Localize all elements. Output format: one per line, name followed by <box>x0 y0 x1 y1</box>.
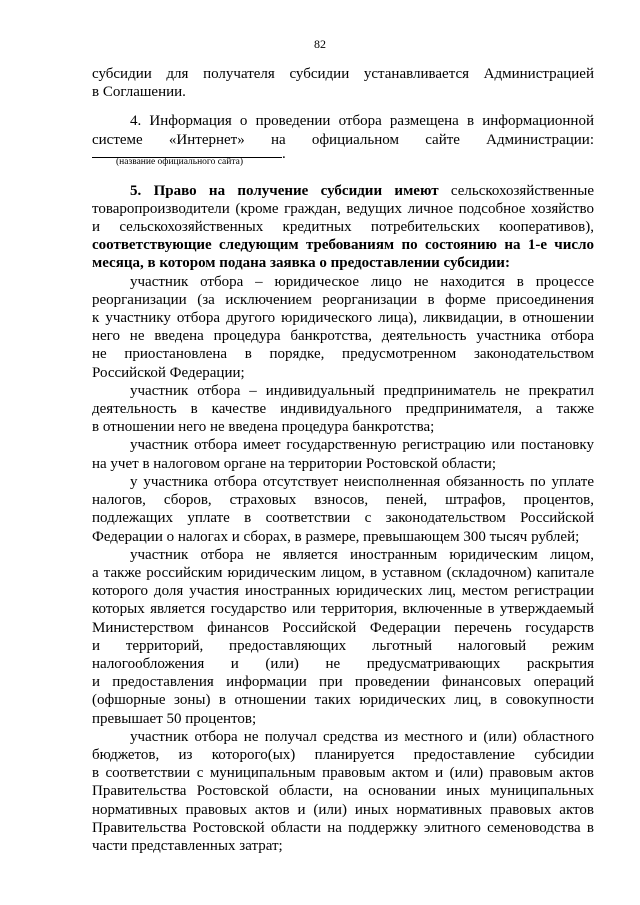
item-1-line: к участнику отбора другого юридического лица), ликвидации, в отношении <box>92 310 594 326</box>
paragraph-4-line: 4. Информация о проведении отбора размещена в информационной <box>130 113 594 130</box>
item-6-line: Правительства Ростовской области на поддержку элитного семеноводства в <box>92 819 594 836</box>
paragraph-5-bold-line: месяца, в котором подана заявка о предоставлении субсидии: <box>92 255 510 272</box>
item-4-line: налогов, сборов, страховых взносов, пеней, штрафов, процентов, <box>92 492 594 509</box>
item-6-line: Правительства Ростовской области, на основании иных муниципальных <box>92 783 594 800</box>
item-4-line: у участника отбора отсутствует неисполненная обязанность по уплате <box>130 473 594 490</box>
paragraph-5-bold-lead: 5. Право на получение субсидии имеют <box>130 182 439 199</box>
paragraph-5-rest: сельскохозяйственные <box>438 182 594 199</box>
item-6-line: бюджетов, из которого(ых) планируется предоставление субсидии <box>92 747 594 763</box>
item-5-line: и территорий, предоставляющих льготный налоговый режим <box>92 637 594 654</box>
item-4-line: Федерации о налогах и сборах, в размере, превышающем 300 тысяч рублей; <box>92 528 580 545</box>
item-5-line: участник отбора не является иностранным юридическим лицом, <box>130 546 594 563</box>
item-4-line: подлежащих уплате в соответствии с законодательством Российской <box>92 510 594 527</box>
item-6-line: нормативных правовых актов и (или) иных нормативных правовых актов <box>92 801 594 818</box>
item-6-line: в соответствии с муниципальным правовым актом и (или) правовым актов <box>92 765 594 782</box>
item-5-line: налогообложения и (или) не предусматривающих раскрытия <box>92 655 594 672</box>
paragraph-5-line: товаропроизводители (кроме граждан, ведущих личное подсобное хозяйство <box>92 200 594 217</box>
item-1-line: него не введена процедура банкротства, деятельность участника отбора <box>92 328 594 345</box>
item-5-line: Министерством финансов Российской Федерации перечень государств <box>92 619 594 636</box>
website-caption: (название официального сайта) <box>116 156 243 167</box>
item-1-line: Российской Федерации; <box>92 364 245 381</box>
item-5-line: и предоставления информации при проведении финансовых операций <box>92 674 594 691</box>
item-1-line: участник отбора – юридическое лицо не находится в процессе <box>130 273 594 290</box>
item-2-line: деятельность в качестве индивидуального предпринимателя, а также <box>92 401 594 417</box>
paragraph-4-line: системе «Интернет» на официальном сайте Администрации: <box>92 131 594 148</box>
text-line: субсидии для получателя субсидии устанавливается Администрацией <box>92 66 594 82</box>
item-3-line: на учет в налоговом органе на территории Ростовской области; <box>92 455 496 472</box>
paragraph-5-line <box>92 181 594 201</box>
paragraph-5-line: и сельскохозяйственных кредитных потребительских кооперативов), <box>92 218 594 235</box>
item-5-line: которого доля участия иностранных юридических лиц, местом регистрации <box>92 583 594 600</box>
item-2-line: в отношении него не введена процедура банкротства; <box>92 419 435 436</box>
item-6-line: части представленных затрат; <box>92 838 283 854</box>
item-5-line: превышает 50 процентов; <box>92 710 257 727</box>
paragraph-5-bold-line: соответствующие следующим требованиям по состоянию на 1-е число <box>92 237 594 254</box>
page-number: 82 <box>314 37 326 51</box>
item-6-line: участник отбора не получал средства из местного и (или) областного <box>130 728 594 745</box>
text-line: в Соглашении. <box>92 84 186 101</box>
item-1-line: реорганизации (за исключением реорганизации в форме присоединения <box>92 291 594 308</box>
item-2-line: участник отбора – индивидуальный предприниматель не прекратил <box>130 382 594 399</box>
item-3-line: участник отбора имеет государственную регистрацию или постановку <box>130 437 594 454</box>
item-1-line: не приостановлена в порядке, предусмотренном законодательством <box>92 346 594 363</box>
item-5-line: которых является государство или территория, включенные в утверждаемый <box>92 601 594 618</box>
item-5-line: а также российским юридическим лицом, в уставном (складочном) капитале <box>92 564 594 581</box>
blank-period: . <box>282 146 286 163</box>
item-5-line: (офшорные зоны) в отношении таких юридических лиц, в совокупности <box>92 692 594 709</box>
